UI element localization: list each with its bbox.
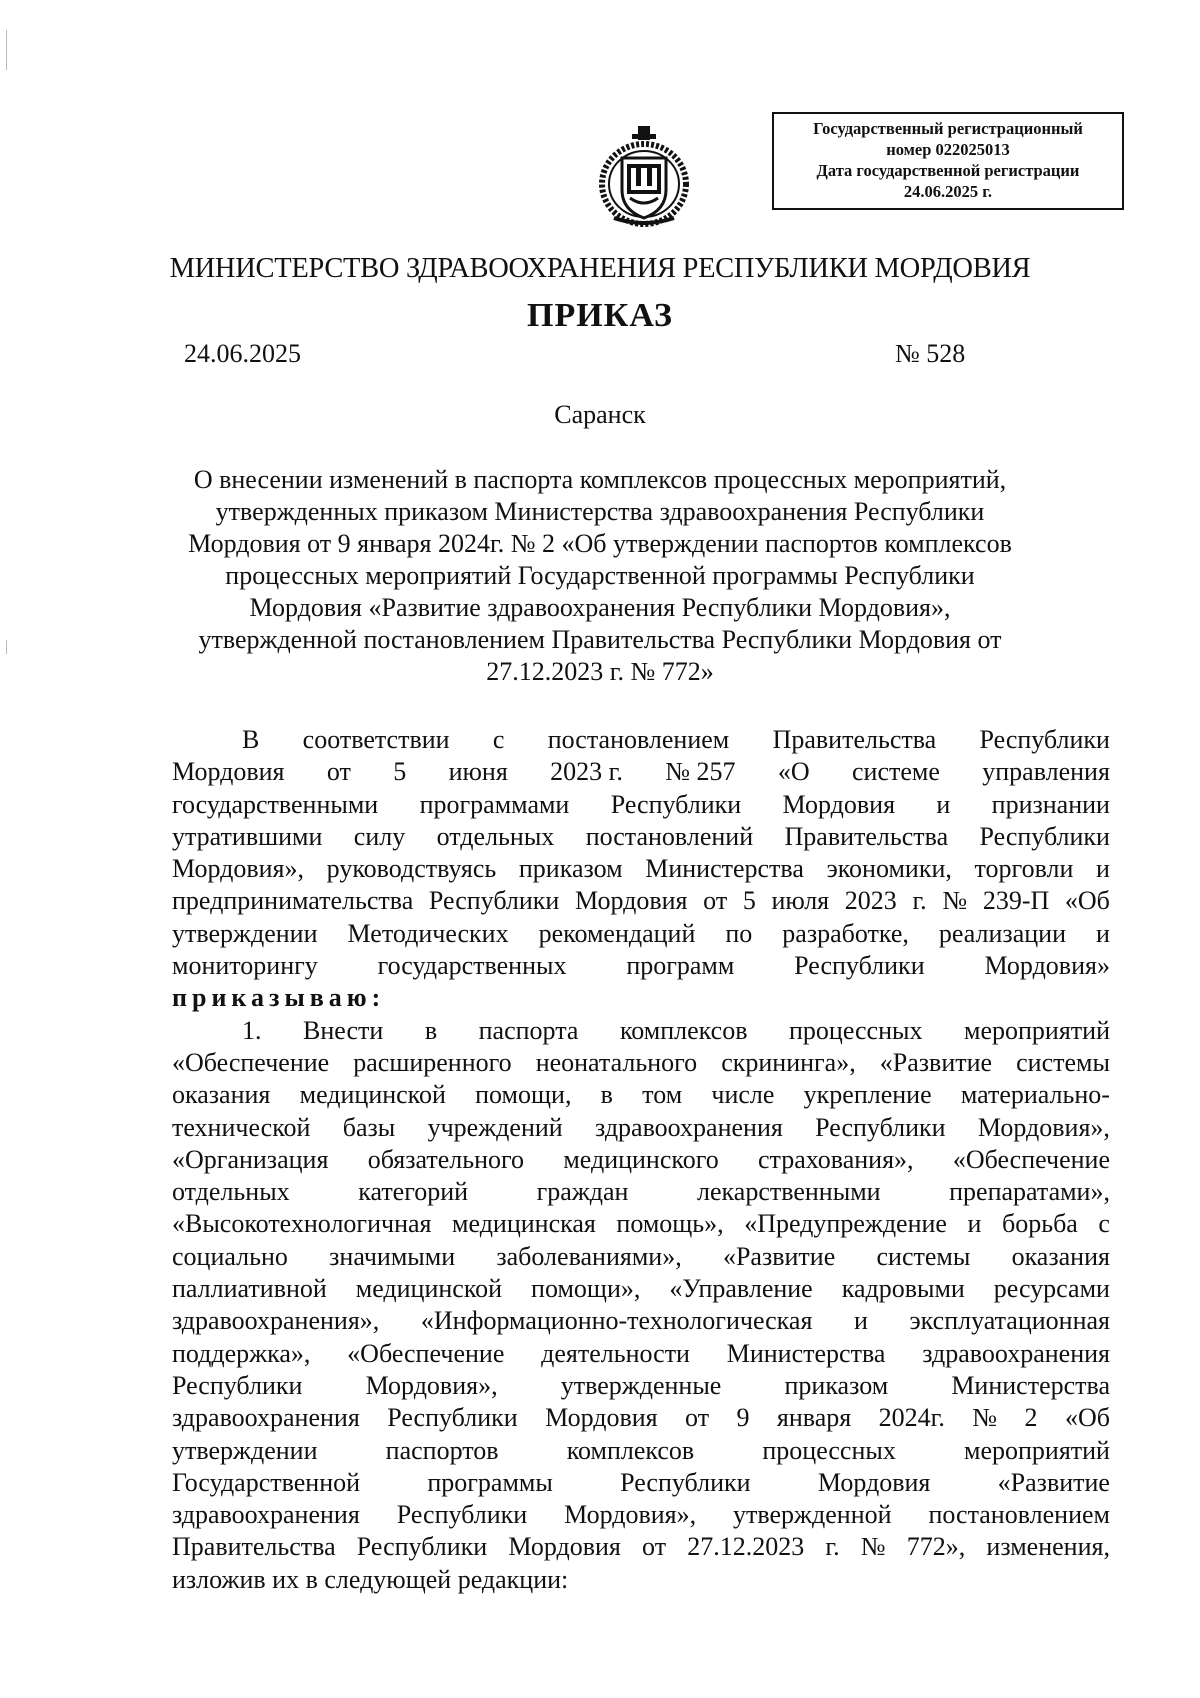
word: Мордовия xyxy=(817,1467,931,1497)
body-line xyxy=(172,1015,1110,1047)
body-line xyxy=(172,1273,1110,1305)
body-line xyxy=(172,885,1110,917)
word: от xyxy=(642,1532,667,1562)
word: признании xyxy=(991,789,1110,819)
word: торговли xyxy=(974,854,1074,884)
word: Мордовия» xyxy=(984,951,1110,981)
body-line xyxy=(172,918,1110,950)
word: «Управление xyxy=(669,1274,813,1304)
subject-line: утвержденных приказом Министерства здравоохранения Республики xyxy=(215,497,985,526)
word: медицинского xyxy=(563,1144,719,1174)
word: паллиативной xyxy=(172,1274,327,1304)
body-line xyxy=(172,1467,1110,1499)
word: социально xyxy=(172,1241,288,1271)
word: Мордовия xyxy=(172,757,285,787)
word: неонатального xyxy=(535,1047,698,1077)
order-date: 24.06.2025 xyxy=(184,339,301,368)
word: постановлением xyxy=(928,1500,1110,1530)
preamble xyxy=(172,724,1110,982)
word: силу xyxy=(353,821,406,851)
body-line xyxy=(172,950,1110,982)
registration-number: номер 022025013 xyxy=(886,140,1010,159)
word: руководствуясь xyxy=(326,854,497,884)
word: «Высокотехнологичная xyxy=(172,1209,432,1239)
word: утверждении xyxy=(172,1435,318,1465)
word: оказания xyxy=(172,1080,271,1110)
word: с xyxy=(1098,1209,1110,1239)
word: оказания xyxy=(1011,1241,1110,1271)
word: и xyxy=(1096,854,1110,884)
word: здравоохранения xyxy=(595,1112,783,1142)
body-line xyxy=(172,789,1110,821)
word: 239-П xyxy=(982,886,1050,916)
order-subject xyxy=(150,464,1050,688)
registration-line: Дата государственной регистрации xyxy=(816,161,1080,180)
word: «Развитие xyxy=(722,1241,836,1271)
word: базы xyxy=(342,1112,396,1142)
word: Республики xyxy=(610,789,742,819)
word: предпринимательства xyxy=(172,886,414,916)
word: соответствии xyxy=(302,725,450,754)
word: с xyxy=(492,725,505,754)
word: 9 xyxy=(736,1403,750,1433)
word: здравоохранения», xyxy=(172,1306,380,1336)
body-line xyxy=(172,1241,1110,1273)
word: комплексов xyxy=(619,1015,748,1045)
body-line xyxy=(172,724,1110,756)
word: реализации xyxy=(938,918,1066,948)
word: «Обеспечение xyxy=(172,1047,330,1077)
subject-line: Мордовия от 9 января 2024г. № 2 «Об утверждении паспортов комплексов xyxy=(188,529,1012,558)
word: «Об xyxy=(1064,1403,1110,1433)
word: эксплуатационная xyxy=(909,1306,1110,1336)
word: 2 xyxy=(1024,1403,1038,1433)
body-line xyxy=(172,756,1110,788)
word: Республики xyxy=(815,1112,946,1142)
word: приказом xyxy=(518,854,623,884)
word: «Организация xyxy=(172,1144,329,1174)
body-line xyxy=(172,1531,1110,1563)
subject-line: Мордовия «Развитие здравоохранения Республики Мордовия», xyxy=(249,593,951,622)
word: июля xyxy=(771,886,830,916)
word: № xyxy=(942,886,968,916)
word: категорий xyxy=(358,1177,469,1207)
word: системе xyxy=(852,757,940,787)
body-line xyxy=(172,1112,1110,1144)
subject-line: утвержденной постановлением Правительства Республики Мордовия от xyxy=(198,625,1002,654)
registration-date: 24.06.2025 г. xyxy=(903,182,993,201)
word: утверждении xyxy=(172,918,318,948)
word: 2023 xyxy=(844,886,897,916)
word: 772», xyxy=(906,1532,966,1562)
body-line xyxy=(172,1402,1110,1434)
word: Внести xyxy=(303,1015,384,1045)
word: 5 xyxy=(742,886,756,916)
word: системы xyxy=(1016,1047,1110,1077)
word: медицинская xyxy=(452,1209,596,1239)
word: от xyxy=(326,757,351,787)
word: января xyxy=(776,1403,852,1433)
word: страхования», xyxy=(758,1144,914,1174)
word: экономики, xyxy=(826,854,952,884)
coat-of-arms-icon xyxy=(594,124,694,228)
body-line xyxy=(172,1208,1110,1240)
word: и xyxy=(854,1306,868,1336)
word: укрепление xyxy=(803,1080,932,1110)
body-line: изложив их в следующей редакции: xyxy=(172,1564,569,1594)
word: постановлением xyxy=(547,725,730,754)
word: Правительства xyxy=(784,821,949,851)
word: г. xyxy=(825,1532,840,1562)
item-1 xyxy=(172,1015,1110,1564)
word: материально- xyxy=(960,1080,1110,1110)
word: здравоохранения xyxy=(922,1338,1110,1368)
word: мероприятий xyxy=(964,1435,1110,1465)
word: комплексов xyxy=(566,1435,695,1465)
word: программ xyxy=(626,951,735,981)
word: рекомендаций xyxy=(538,918,696,948)
word: Республики xyxy=(794,951,925,981)
word: Республики xyxy=(387,1403,518,1433)
word: утвержденной xyxy=(733,1500,892,1530)
word: Министерства xyxy=(645,854,804,884)
word: отдельных xyxy=(436,821,555,851)
word: препаратами», xyxy=(949,1177,1110,1207)
word: поддержка», xyxy=(172,1338,311,1368)
word: медицинской xyxy=(299,1080,446,1110)
word: Министерства xyxy=(951,1370,1110,1400)
subject-line: 27.12.2023 г. № 772» xyxy=(486,657,714,686)
word: обязательного xyxy=(367,1144,525,1174)
word: государственных xyxy=(377,951,567,981)
word: Республики xyxy=(172,1370,303,1400)
word: паспорта xyxy=(478,1015,579,1045)
word: Государственной xyxy=(172,1467,361,1497)
scan-artifact xyxy=(6,30,7,70)
word: Республики xyxy=(356,1532,488,1562)
word: Мордовия», xyxy=(564,1500,697,1530)
word: паспортов xyxy=(385,1435,499,1465)
scan-artifact xyxy=(6,640,7,654)
body-line xyxy=(172,1435,1110,1467)
word: технической xyxy=(172,1112,311,1142)
order-number: № 528 xyxy=(895,339,966,368)
subject-line: О внесении изменений в паспорта комплексов процессных мероприятий, xyxy=(193,465,1007,494)
word: мониторингу xyxy=(172,951,318,981)
word: приказом xyxy=(784,1370,889,1400)
word: изменения, xyxy=(986,1532,1110,1562)
word: Мордовия xyxy=(508,1532,621,1562)
word: 27.12.2023 xyxy=(687,1532,805,1562)
word: от xyxy=(703,886,728,916)
word: системы xyxy=(876,1241,971,1271)
word: от xyxy=(685,1403,710,1433)
word: управления xyxy=(982,757,1110,787)
word: граждан xyxy=(536,1177,629,1207)
word: Правительства xyxy=(772,725,937,754)
word: и xyxy=(936,789,951,819)
word: заболеваниями», xyxy=(496,1241,682,1271)
word: Республики xyxy=(396,1500,528,1530)
word: постановлений xyxy=(585,821,754,851)
word: процессных xyxy=(762,1435,896,1465)
word: значимыми xyxy=(329,1241,456,1271)
word: июня xyxy=(448,757,508,787)
city: Саранск xyxy=(554,400,646,429)
body-line xyxy=(172,853,1110,885)
word: В xyxy=(242,725,260,754)
word: Республики xyxy=(979,725,1110,754)
word: Правительства xyxy=(172,1532,336,1562)
word: программы xyxy=(427,1467,553,1497)
word: и xyxy=(1096,918,1110,948)
word: отдельных xyxy=(172,1177,290,1207)
word: «Обеспечение xyxy=(347,1338,505,1368)
word: скрининга», xyxy=(721,1047,856,1077)
word: по xyxy=(725,918,753,948)
word: мероприятий xyxy=(964,1015,1110,1045)
word: 2024г. xyxy=(878,1403,945,1433)
word: числе xyxy=(711,1080,775,1110)
word: учреждений xyxy=(427,1112,563,1142)
word: «Развитие xyxy=(997,1467,1110,1497)
body-line xyxy=(172,1079,1110,1111)
document-type: ПРИКАЗ xyxy=(527,297,673,334)
word: в xyxy=(600,1080,613,1110)
word: деятельности xyxy=(541,1338,690,1368)
word: процессных xyxy=(789,1015,923,1045)
word: Мордовия», xyxy=(977,1112,1110,1142)
order-word: приказываю: xyxy=(172,983,386,1013)
body-line xyxy=(172,821,1110,853)
word: разработке, xyxy=(782,918,909,948)
word: помощи, xyxy=(475,1080,572,1110)
word: утратившими xyxy=(172,821,323,851)
registration-line: Государственный регистрационный xyxy=(813,119,1083,138)
body-line xyxy=(172,1144,1110,1176)
word: № 257 xyxy=(665,757,736,787)
word: здравоохранения xyxy=(172,1500,360,1530)
word: Мордовия xyxy=(545,1403,658,1433)
subject-line: процессных мероприятий Государственной программы Республики xyxy=(225,561,975,590)
word: «Информационно-технологическая xyxy=(420,1306,813,1336)
word: 1. xyxy=(242,1015,262,1045)
registration-stamp xyxy=(772,112,1124,210)
word: г. xyxy=(912,886,927,916)
word: утвержденные xyxy=(560,1370,722,1400)
word: Мордовия xyxy=(575,886,688,916)
word: Мордовия xyxy=(782,789,896,819)
word: помощи», xyxy=(531,1274,641,1304)
word: лекарственными xyxy=(697,1177,881,1207)
word: расширенного xyxy=(353,1047,512,1077)
body-line xyxy=(172,1047,1110,1079)
word: Методических xyxy=(347,918,509,948)
order-body xyxy=(172,724,1110,1596)
word: Мордовия», xyxy=(172,854,305,884)
word: Республики xyxy=(979,821,1110,851)
word: государственными xyxy=(172,789,379,819)
word: борьба xyxy=(1001,1209,1078,1239)
word: ресурсами xyxy=(993,1274,1110,1304)
word: «Предупреждение xyxy=(744,1209,947,1239)
ministry-name: МИНИСТЕРСТВО ЗДРАВООХРАНЕНИЯ РЕСПУБЛИКИ МОРДОВИЯ xyxy=(169,253,1031,284)
word: «Развитие xyxy=(879,1047,993,1077)
body-line xyxy=(172,1370,1110,1402)
word: медицинской xyxy=(355,1274,503,1304)
word: в xyxy=(424,1015,438,1045)
word: Республики xyxy=(428,886,560,916)
word: 5 xyxy=(393,757,407,787)
word: кадровыми xyxy=(841,1274,965,1304)
body-line xyxy=(172,1338,1110,1370)
word: программами xyxy=(419,789,570,819)
word: Министерства xyxy=(726,1338,886,1368)
word: здравоохранения xyxy=(172,1403,360,1433)
body-line xyxy=(172,1176,1110,1208)
word: Республики xyxy=(620,1467,751,1497)
word: «Обеспечение xyxy=(952,1144,1110,1174)
word: и xyxy=(967,1209,982,1239)
word: № xyxy=(972,1403,998,1433)
word: Мордовия», xyxy=(365,1370,498,1400)
body-line xyxy=(172,1499,1110,1531)
word: том xyxy=(642,1080,683,1110)
word: «Об xyxy=(1064,886,1110,916)
word: № xyxy=(860,1532,886,1562)
word: помощь», xyxy=(616,1209,724,1239)
word: 2023 г. xyxy=(550,757,623,787)
body-line xyxy=(172,1305,1110,1337)
word: «О xyxy=(777,757,810,787)
